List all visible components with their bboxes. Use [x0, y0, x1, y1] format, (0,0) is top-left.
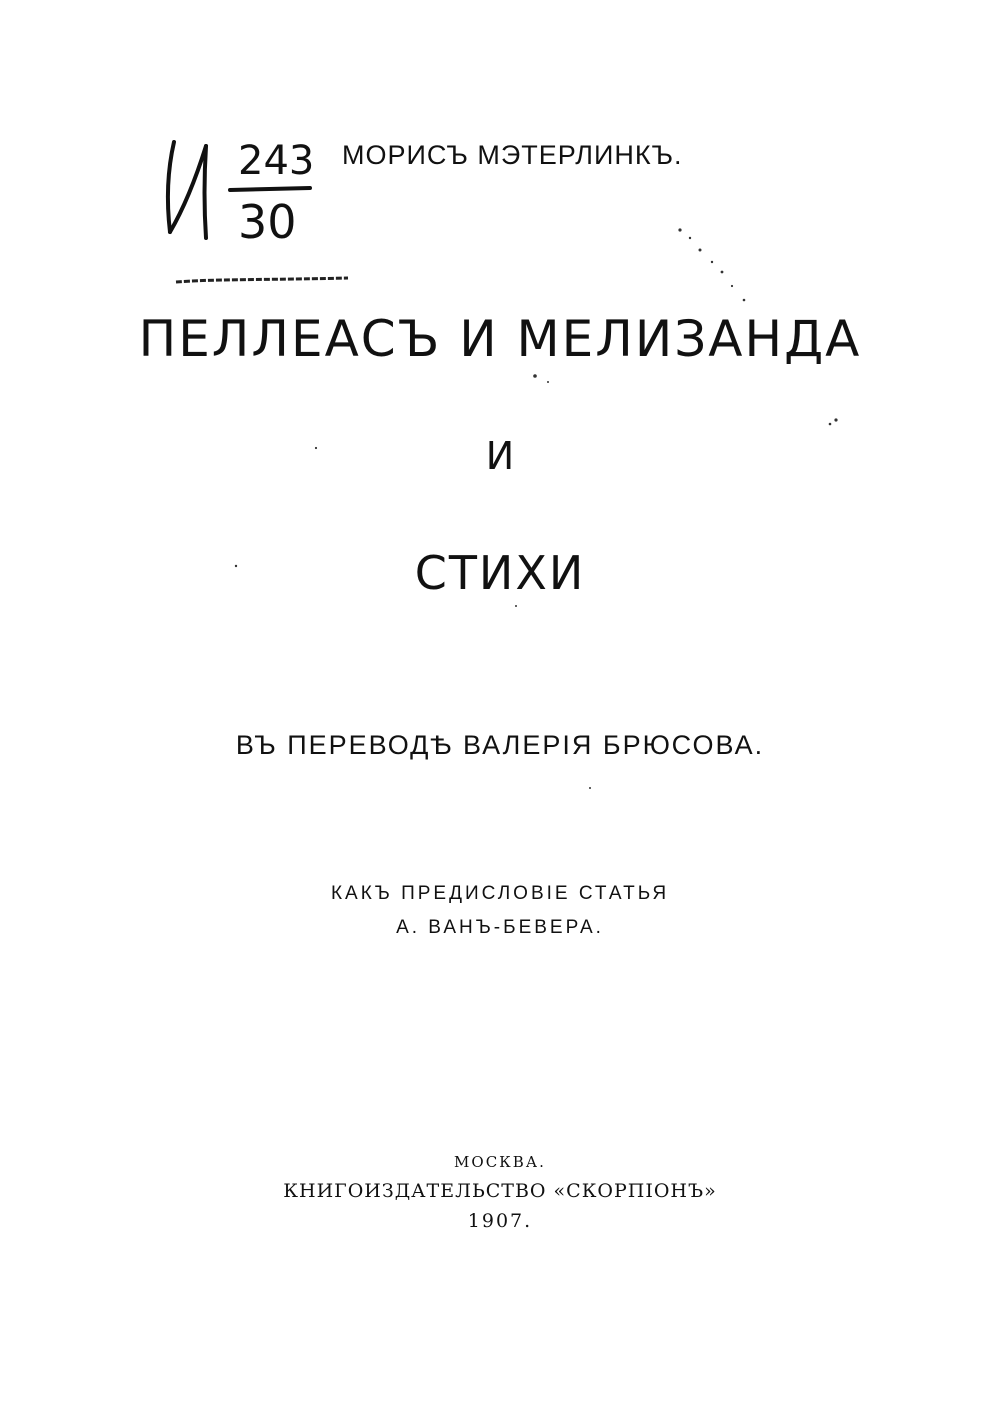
shelfmark-numerator: 243	[238, 138, 315, 184]
preface-line-2: А. ВАНЪ-БЕВЕРА.	[396, 917, 604, 938]
author-name: МОРИСЪ МЭТЕРЛИНКЪ.	[342, 140, 683, 170]
imprint-year: 1907.	[467, 1210, 533, 1232]
imprint-publisher: КНИГОИЗДАТЕЛЬСТВО «СКОРПІОНЪ»	[283, 1180, 717, 1202]
translator-line: ВЪ ПЕРЕВОДѢ ВАЛЕРІЯ БРЮСОВА.	[235, 730, 765, 760]
hand-drawn-rule	[174, 276, 350, 286]
book-subtitle: СТИХИ	[414, 546, 586, 600]
imprint-city: МОСКВА.	[454, 1153, 546, 1171]
shelfmark-denominator: 30	[238, 195, 297, 249]
preface-line-1: КАКЪ ПРЕДИСЛОВІЕ СТАТЬЯ	[330, 883, 670, 904]
handwritten-shelfmark	[150, 128, 340, 268]
title-conjunction: И	[485, 434, 515, 478]
book-title: ПЕЛЛЕАСЪ И МЕЛИЗАНДА	[138, 310, 862, 368]
